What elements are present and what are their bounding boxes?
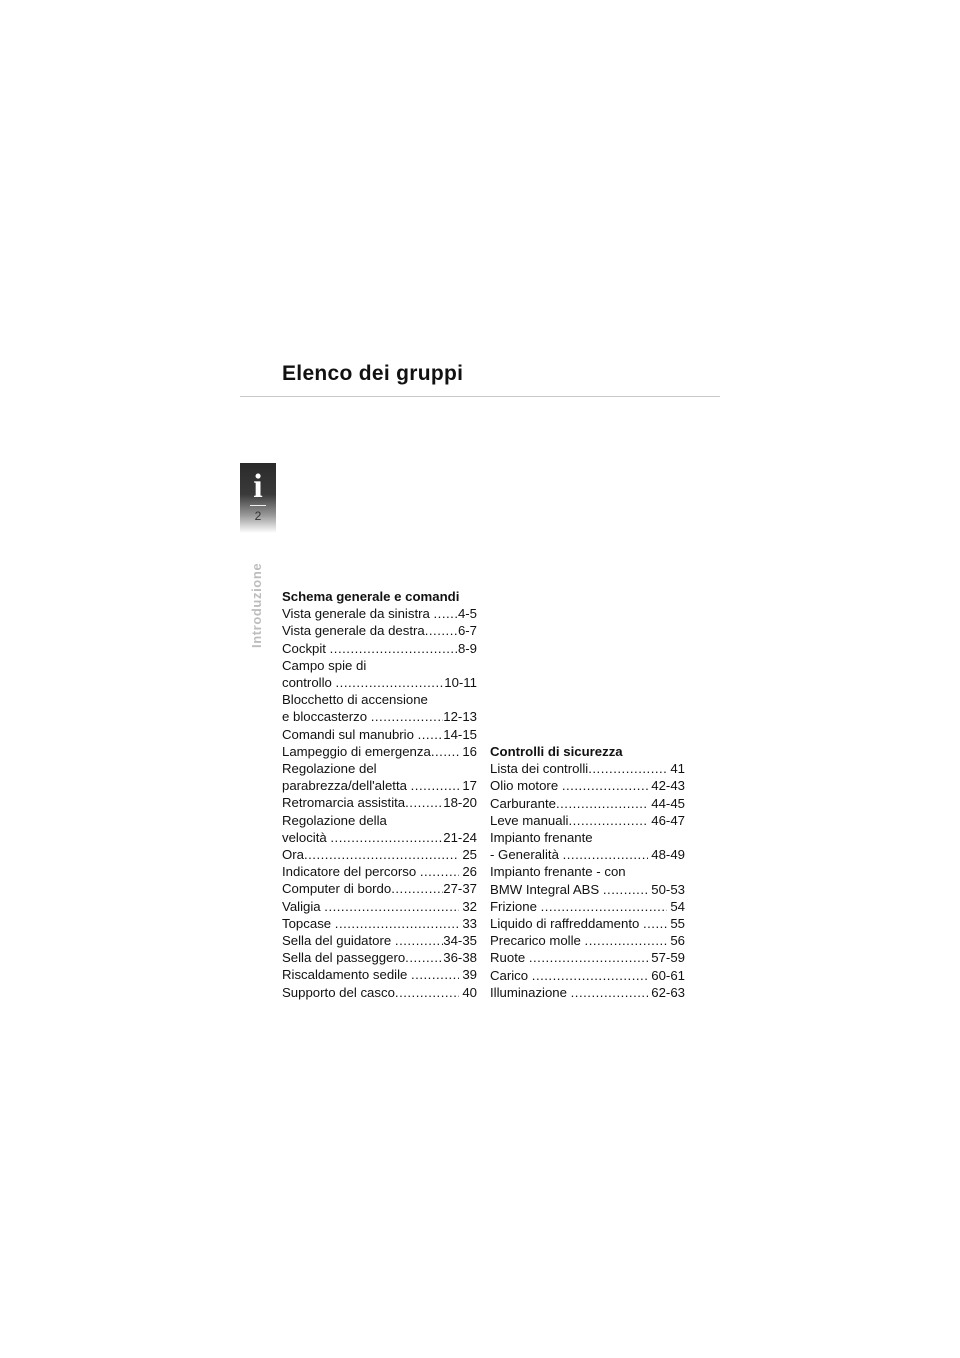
toc-entry (282, 708, 477, 725)
toc-entry-page: 34-35 (443, 933, 477, 949)
toc-entry-group (282, 605, 477, 622)
toc-entry-group (282, 622, 477, 639)
toc-leader-dots (411, 777, 459, 794)
toc-entry (490, 915, 685, 932)
toc-leader-dots (643, 915, 667, 932)
toc-entry-page: 8-9 (457, 640, 477, 656)
toc-entry-title: Cockpit (282, 640, 330, 656)
toc-entry-title: Riscaldamento sedile (282, 967, 412, 983)
toc-entry-title: Indicatore del percorso (282, 864, 420, 880)
toc-entry (282, 898, 477, 915)
page-title: Elenco dei gruppi (282, 362, 464, 385)
toc-entry-group (490, 949, 685, 966)
toc-entry-title: parabrezza/dell'aletta (282, 778, 411, 794)
toc-entry-group (282, 846, 477, 863)
tab-divider (250, 505, 266, 506)
toc-entry-title: Valigia (282, 898, 325, 914)
toc-leader-dots (431, 743, 459, 760)
toc-heading: Schema generale e comandi (282, 589, 460, 604)
toc-leader-dots (411, 966, 459, 983)
toc-entry (282, 743, 477, 760)
toc-entry-page: 62-63 (647, 984, 685, 1000)
toc-entry (490, 949, 685, 966)
toc-entry-group (490, 932, 685, 949)
toc-entry-group (490, 898, 685, 915)
toc-entry (282, 863, 477, 880)
toc-entry-group (282, 794, 477, 811)
page-number: 2 (254, 509, 262, 523)
toc-entry-page: 60-61 (647, 967, 685, 983)
toc-entry (282, 949, 477, 966)
toc-entry-page: 32 (458, 898, 477, 914)
toc-entry-group (282, 640, 477, 657)
toc-leader-dots (405, 794, 443, 811)
toc-entry-title: Comandi sul manubrio (282, 726, 418, 742)
toc-leader-dots (568, 812, 647, 829)
toc-entry-group (490, 812, 685, 829)
toc-entry (282, 915, 477, 932)
toc-entry (490, 984, 685, 1001)
toc-entry-group (282, 691, 477, 725)
toc-entry-page: 4-5 (457, 606, 477, 622)
toc-entry-group (282, 726, 477, 743)
toc-entry (490, 777, 685, 794)
info-icon: i (253, 468, 263, 505)
toc-leader-dots (395, 932, 443, 949)
toc-leader-dots (336, 674, 445, 691)
toc-leader-dots (603, 881, 648, 898)
toc-entry-line: Impianto frenante - con (490, 864, 626, 880)
toc-entry-page: 54 (666, 898, 685, 914)
toc-entry (282, 984, 477, 1001)
toc-heading: Controlli di sicurezza (490, 744, 623, 759)
toc-entry-page: 41 (666, 761, 685, 777)
toc-entry (490, 795, 685, 812)
toc-entry (282, 932, 477, 949)
toc-entry-page: 16 (458, 743, 477, 759)
toc-entry-page: 33 (458, 915, 477, 931)
toc-entry-title: Ora (282, 847, 304, 863)
toc-leader-dots (588, 760, 666, 777)
toc-entry-title: Vista generale da sinistra (282, 606, 434, 622)
toc-entry (282, 966, 477, 983)
toc-column-right (490, 743, 685, 1001)
toc-entry-title: Olio motore (490, 778, 562, 794)
toc-entry-page: 25 (458, 847, 477, 863)
toc-entry-group (282, 880, 477, 897)
toc-entry-page: 12-13 (443, 709, 477, 725)
toc-entry-title: velocità (282, 829, 331, 845)
toc-leader-dots (425, 622, 458, 639)
toc-entry-page: 39 (458, 967, 477, 983)
toc-entry-title: Vista generale da destra (282, 623, 425, 639)
toc-entry-group (282, 657, 477, 691)
toc-entry-page: 26 (458, 864, 477, 880)
toc-entry-page: 44-45 (647, 795, 685, 811)
toc-entry-page: 21-24 (443, 829, 477, 845)
toc-entry-title: Sella del guidatore (282, 933, 395, 949)
toc-leader-dots (562, 777, 648, 794)
toc-entry-title: Lampeggio di emergenza (282, 743, 431, 759)
toc-entry-page: 40 (458, 984, 477, 1000)
toc-leader-dots (371, 708, 444, 725)
toc-entry-group (490, 795, 685, 812)
toc-entry-title: Liquido di raffreddamento (490, 916, 643, 932)
toc-entry-title: Computer di bordo (282, 881, 392, 897)
toc-entry-line: Campo spie di (282, 657, 367, 673)
toc-entry (282, 880, 477, 897)
toc-entry-page: 56 (666, 933, 685, 949)
toc-entry-line: Blocchetto di accensione (282, 692, 428, 708)
toc-entry-page: 42-43 (647, 778, 685, 794)
toc-entry (282, 794, 477, 811)
toc-leader-dots (395, 984, 459, 1001)
toc-entry (282, 622, 477, 639)
toc-entry-title: Sella del passeggero (282, 950, 406, 966)
toc-entry-line: Impianto frenante (490, 830, 593, 846)
toc-leader-dots (418, 726, 444, 743)
toc-entry (282, 640, 477, 657)
toc-entry-page: 46-47 (647, 812, 685, 828)
toc-entry (490, 898, 685, 915)
toc-entry (282, 777, 477, 794)
chapter-tab (240, 463, 276, 533)
toc-leader-dots (529, 949, 648, 966)
toc-entry-group (282, 949, 477, 966)
toc-entry-title: - Generalità (490, 847, 563, 863)
toc-entry-page: 50-53 (647, 881, 685, 897)
toc-leader-dots (391, 880, 443, 897)
toc-entry-line: Regolazione della (282, 812, 387, 828)
toc-entry-page: 6-7 (457, 623, 477, 639)
toc-entry-group (490, 915, 685, 932)
toc-leader-dots (434, 605, 458, 622)
toc-entry-group (490, 760, 685, 777)
toc-entry-group (282, 898, 477, 915)
toc-entry-group (490, 984, 685, 1001)
toc-leader-dots (571, 984, 648, 1001)
toc-leader-dots (304, 846, 459, 863)
toc-leader-dots (532, 967, 648, 984)
toc-entry (282, 674, 477, 691)
toc-entry (282, 726, 477, 743)
toc-entry-title: BMW Integral ABS (490, 881, 603, 897)
toc-entry-page: 48-49 (647, 847, 685, 863)
toc-entry (490, 967, 685, 984)
toc-leader-dots (330, 829, 443, 846)
toc-entry-line: Regolazione del (282, 761, 377, 777)
toc-entry-group (282, 966, 477, 983)
toc-column-left (282, 588, 477, 1001)
toc-entry-group (490, 967, 685, 984)
toc-entry-page: 14-15 (443, 726, 477, 742)
toc-entry (282, 829, 477, 846)
toc-entry-page: 27-37 (443, 881, 477, 897)
toc-entry (490, 760, 685, 777)
toc-entry-title: Ruote (490, 950, 529, 966)
toc-leader-dots (324, 898, 458, 915)
toc-entry-group (490, 829, 685, 863)
toc-entry-page: 57-59 (647, 950, 685, 966)
toc-entry-group (282, 915, 477, 932)
toc-leader-dots (585, 932, 667, 949)
toc-entry-title: Carburante (490, 795, 556, 811)
section-label: Introduzione (249, 562, 264, 648)
toc-entry-title: Frizione (490, 898, 541, 914)
toc-entry (282, 846, 477, 863)
toc-entry-title: Leve manuali (490, 812, 569, 828)
toc-entry-group (282, 932, 477, 949)
toc-entry-group (490, 777, 685, 794)
title-divider (240, 396, 720, 397)
toc-entry (490, 932, 685, 949)
toc-entry-group (282, 743, 477, 760)
toc-entry-title: Precarico molle (490, 933, 585, 949)
toc-entry-title: Illuminazione (490, 984, 571, 1000)
toc-entry-group (282, 984, 477, 1001)
toc-entry-page: 18-20 (443, 795, 477, 811)
toc-entry-group (490, 863, 685, 897)
toc-entry-title: controllo (282, 675, 336, 691)
toc-entry (282, 605, 477, 622)
toc-entry-group (282, 760, 477, 794)
toc-leader-dots (563, 846, 648, 863)
toc-leader-dots (330, 640, 458, 657)
toc-entry (490, 812, 685, 829)
toc-entry-title: Lista dei controlli (490, 761, 589, 777)
toc-entry-page: 17 (458, 778, 477, 794)
toc-entry-title: Topcase (282, 915, 335, 931)
toc-entry-group (282, 812, 477, 846)
toc-entry-title: Carico (490, 967, 532, 983)
toc-entry-title: Supporto del casco (282, 984, 395, 1000)
toc-entry-group (282, 863, 477, 880)
toc-leader-dots (420, 863, 459, 880)
toc-entry-page: 55 (666, 916, 685, 932)
toc-entry-title: e bloccasterzo (282, 709, 371, 725)
toc-entry (490, 846, 685, 863)
toc-entry-title: Retromarcia assistita (282, 795, 406, 811)
toc-entry-page: 36-38 (443, 950, 477, 966)
toc-leader-dots (541, 898, 667, 915)
toc-leader-dots (335, 915, 459, 932)
toc-leader-dots (405, 949, 443, 966)
toc-entry-page: 10-11 (444, 675, 477, 691)
toc-leader-dots (556, 795, 648, 812)
toc-entry (490, 881, 685, 898)
